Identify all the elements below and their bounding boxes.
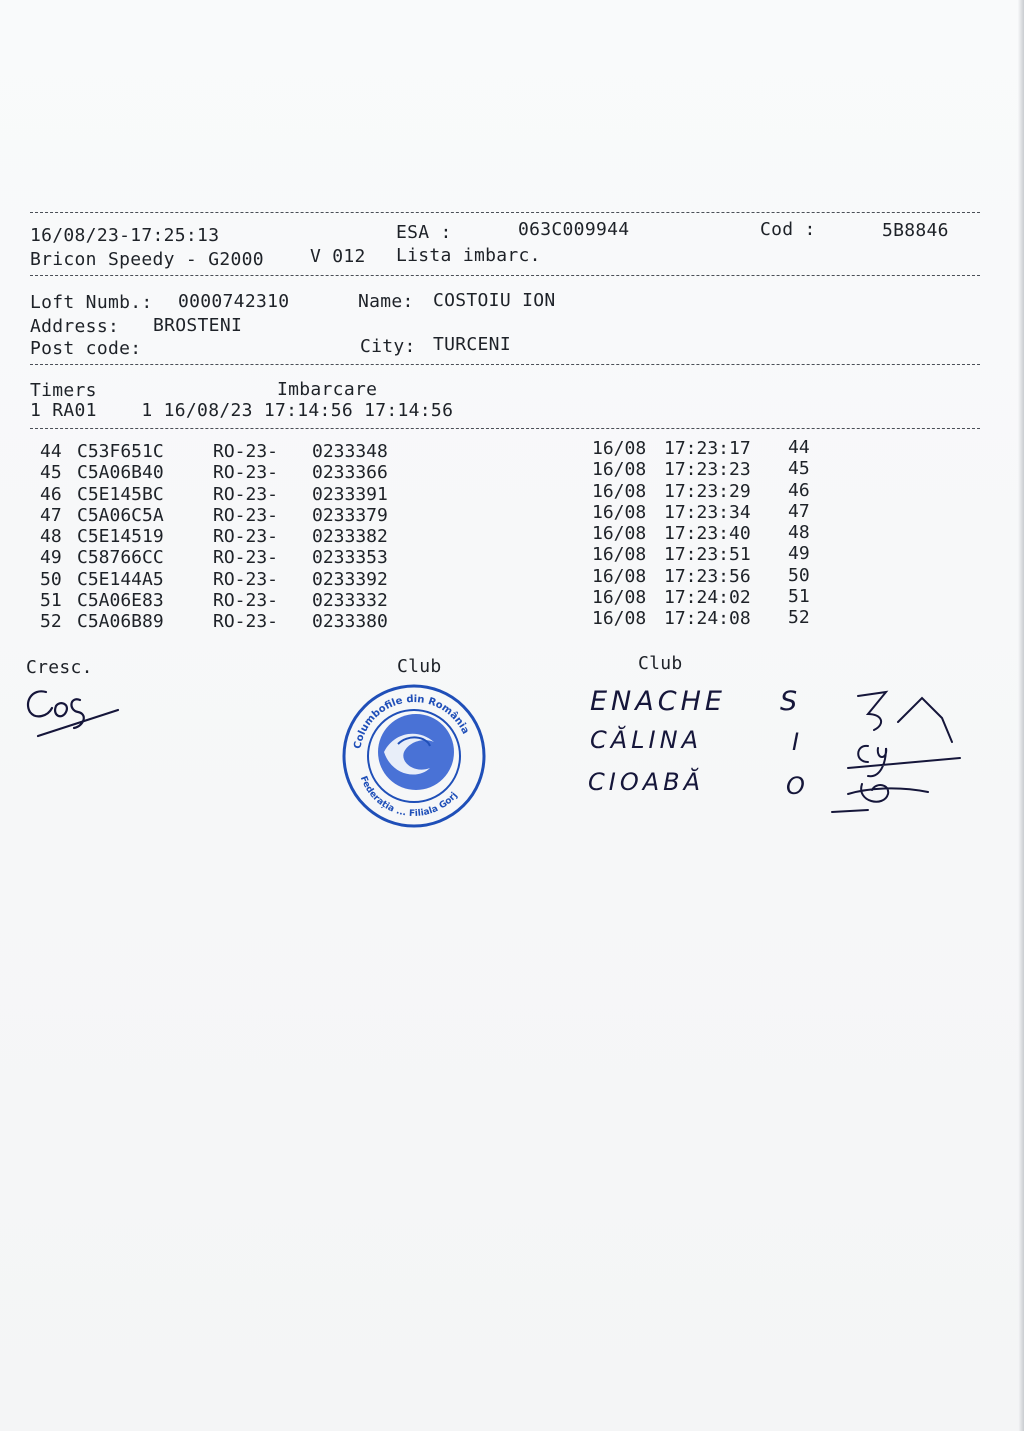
club-stamp: [338, 682, 490, 830]
position: 49: [788, 543, 810, 564]
position: 47: [788, 501, 810, 522]
row-number: 45: [40, 462, 62, 483]
ring-prefix: RO-23-: [213, 526, 279, 547]
chip-code: C5A06C5A: [77, 505, 164, 526]
chip-code: C5A06E83: [77, 590, 164, 611]
handwritten-name: CĂLINA: [590, 726, 702, 754]
row-number: 44: [40, 441, 62, 462]
chip-code: C5A06B40: [77, 462, 164, 483]
chip-code: C5E144A5: [77, 569, 164, 590]
chip-code: C5E145BC: [77, 484, 164, 505]
list-item: [40, 543, 830, 568]
cod-label: Cod :: [760, 219, 816, 240]
divider: [30, 364, 980, 365]
esa-value: 063C009944: [518, 219, 630, 240]
arrival-time: 17:23:17: [664, 438, 751, 459]
arrival-date: 16/08: [592, 523, 647, 544]
esa-label: ESA :: [396, 222, 452, 243]
list-item: [40, 458, 830, 483]
name-label: Name:: [358, 291, 414, 312]
chip-code: C5A06B89: [77, 611, 164, 632]
arrival-time: 17:23:29: [664, 481, 751, 502]
arrival-time: 17:23:23: [664, 459, 751, 480]
loft-number-value: 0000742310: [178, 291, 290, 312]
position: 52: [788, 607, 810, 628]
city-value: TURCENI: [433, 334, 511, 355]
row-number: 47: [40, 505, 62, 526]
handwritten-name: ENACHE: [590, 686, 726, 717]
address-value: BROSTENI: [153, 315, 243, 336]
timers-label: Timers: [30, 380, 97, 401]
ring-prefix: RO-23-: [213, 484, 279, 505]
paper-edge-shadow: [1018, 0, 1024, 1431]
device-name: Bricon Speedy - G2000: [30, 249, 264, 270]
arrival-time: 17:23:56: [664, 566, 751, 587]
chip-code: C58766CC: [77, 547, 164, 568]
arrival-date: 16/08: [592, 544, 647, 565]
ring-number: 0233353: [312, 547, 388, 568]
ring-number: 0233332: [312, 590, 388, 611]
chip-code: C5E14519: [77, 526, 164, 547]
arrival-time: 17:23:51: [664, 544, 751, 565]
cod-value: 5B8846: [882, 220, 949, 241]
arrival-date: 16/08: [592, 481, 647, 502]
ring-prefix: RO-23-: [213, 505, 279, 526]
club-label: Club: [638, 653, 683, 674]
arrival-time: 17:23:40: [664, 523, 751, 544]
divider: [30, 428, 980, 429]
row-number: 50: [40, 569, 62, 590]
stamp-text-top: Columbofile din România: [352, 693, 471, 750]
position: 46: [788, 480, 810, 501]
list-item: [40, 607, 830, 632]
ring-number: 0233392: [312, 569, 388, 590]
ring-number: 0233391: [312, 484, 388, 505]
row-number: 51: [40, 590, 62, 611]
position: 50: [788, 565, 810, 586]
handwritten-name: CIOABĂ: [588, 768, 705, 796]
ring-number: 0233379: [312, 505, 388, 526]
row-number: 46: [40, 484, 62, 505]
ring-prefix: RO-23-: [213, 611, 279, 632]
loft-number-label: Loft Numb.:: [30, 292, 153, 313]
ring-prefix: RO-23-: [213, 590, 279, 611]
handwritten-mark: S: [780, 686, 802, 717]
position: 51: [788, 586, 810, 607]
ring-prefix: RO-23-: [213, 569, 279, 590]
divider: [30, 212, 980, 213]
ring-prefix: RO-23-: [213, 547, 279, 568]
handwritten-mark: O: [786, 772, 809, 800]
arrival-date: 16/08: [592, 502, 647, 523]
club-label: Club: [397, 656, 442, 677]
row-number: 49: [40, 547, 62, 568]
ring-number: 0233348: [312, 441, 388, 462]
city-label: City:: [360, 336, 416, 357]
position: 45: [788, 458, 810, 479]
timer-line: 1 RA01 1 16/08/23 17:14:56 17:14:56: [30, 400, 454, 421]
arrival-date: 16/08: [592, 608, 647, 629]
address-label: Address:: [30, 316, 120, 337]
position: 48: [788, 522, 810, 543]
arrival-date: 16/08: [592, 438, 647, 459]
arrival-time: 17:24:02: [664, 587, 751, 608]
ring-number: 0233382: [312, 526, 388, 547]
breeder-signature: [18, 682, 128, 742]
chip-code: C53F651C: [77, 441, 164, 462]
arrival-time: 17:23:34: [664, 502, 751, 523]
arrival-time: 17:24:08: [664, 608, 751, 629]
postcode-label: Post code:: [30, 338, 142, 359]
ring-prefix: RO-23-: [213, 462, 279, 483]
position: 44: [788, 437, 810, 458]
row-number: 52: [40, 611, 62, 632]
print-datetime: 16/08/23-17:25:13: [30, 225, 220, 246]
handwritten-mark: I: [792, 728, 804, 756]
stamp-text-bottom: Federația ... Filiala Gorj: [357, 774, 460, 820]
cresc-label: Cresc.: [26, 657, 93, 678]
ring-prefix: RO-23-: [213, 441, 279, 462]
row-number: 48: [40, 526, 62, 547]
arrival-date: 16/08: [592, 459, 647, 480]
list-title: Lista imbarc.: [396, 245, 541, 266]
imbarcare-label: Imbarcare: [277, 379, 378, 400]
arrival-date: 16/08: [592, 587, 647, 608]
arrival-date: 16/08: [592, 566, 647, 587]
ring-number: 0233380: [312, 611, 388, 632]
divider: [30, 275, 980, 276]
device-version: V 012: [310, 246, 366, 267]
club-signatures: [828, 684, 978, 824]
ring-number: 0233366: [312, 462, 388, 483]
name-value: COSTOIU ION: [433, 290, 556, 311]
